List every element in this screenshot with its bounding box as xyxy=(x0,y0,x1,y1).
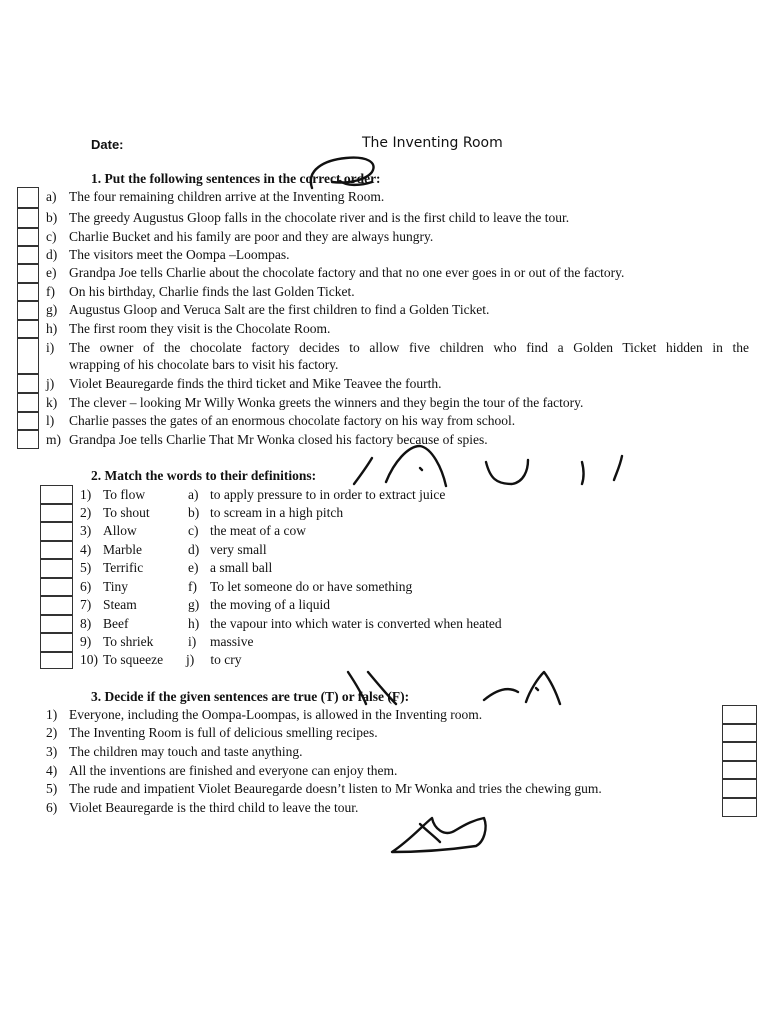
order-answer-box[interactable] xyxy=(17,283,39,301)
word-number: 10) xyxy=(80,652,98,667)
order-item-marker: a) xyxy=(46,189,57,204)
order-answer-box[interactable] xyxy=(17,228,39,246)
tf-statement: The rude and impatient Violet Beauregarde doesn’t listen to Mr Wonka and tries the chewing gum. xyxy=(69,781,602,796)
order-item-marker: f) xyxy=(46,284,55,299)
order-item-marker: j) xyxy=(46,376,55,391)
match-answer-box[interactable] xyxy=(40,652,73,669)
tf-number: 5) xyxy=(46,781,58,796)
word-number: 8) xyxy=(80,616,92,631)
tf-answer-box[interactable] xyxy=(722,724,757,742)
definition: massive xyxy=(210,634,254,649)
order-answer-box[interactable] xyxy=(17,430,39,449)
match-answer-box[interactable] xyxy=(40,485,73,504)
order-item-text: Grandpa Joe tells Charlie That Mr Wonka closed his factory because of spies. xyxy=(69,432,488,447)
tf-answer-box[interactable] xyxy=(722,742,757,761)
definition: the moving of a liquid xyxy=(210,597,330,612)
order-answer-box[interactable] xyxy=(17,246,39,264)
word: Tiny xyxy=(103,579,129,594)
doodle-stroke xyxy=(486,460,528,484)
order-item-marker: g) xyxy=(46,302,58,317)
tf-statement: All the inventions are finished and everyone can enjoy them. xyxy=(69,763,398,778)
page-title: The Inventing Room xyxy=(362,135,503,151)
order-item-text: Grandpa Joe tells Charlie about the chocolate factory and that no one ever goes in or out of the factory. xyxy=(69,265,625,280)
doodle-shoe-line xyxy=(420,824,440,842)
order-item-marker: i) xyxy=(46,340,55,355)
definition-letter: d) xyxy=(188,542,200,557)
match-answer-box[interactable] xyxy=(40,504,73,522)
section1-heading: 1. Put the following sentences in the correct order: xyxy=(91,171,381,186)
order-item-text: Charlie Bucket and his family are poor and they are always hungry. xyxy=(69,229,434,244)
definition: to cry xyxy=(207,652,242,667)
section2-heading: 2. Match the words to their definitions: xyxy=(91,468,317,483)
word: Steam xyxy=(103,597,137,612)
order-item-marker: b) xyxy=(46,210,58,225)
doodle-stroke xyxy=(526,672,560,704)
tf-statement: Everyone, including the Oompa-Loompas, is allowed in the Inventing room. xyxy=(69,707,483,722)
tf-answer-box[interactable] xyxy=(722,798,757,817)
order-item-text: The first room they visit is the Chocolate Room. xyxy=(69,321,331,336)
definition: To let someone do or have something xyxy=(210,579,413,594)
order-answer-box[interactable] xyxy=(17,208,39,228)
tf-number: 6) xyxy=(46,800,58,815)
order-item-text: On his birthday, Charlie finds the last Golden Ticket. xyxy=(69,284,355,299)
definition: to scream in a high pitch xyxy=(210,505,344,520)
definition: a small ball xyxy=(210,560,273,575)
definition-letter: h) xyxy=(188,616,200,631)
word: Terrific xyxy=(103,560,144,575)
definition-letter: f) xyxy=(188,579,197,594)
order-item-text: Augustus Gloop and Veruca Salt are the first children to find a Golden Ticket. xyxy=(69,302,490,317)
tf-number: 4) xyxy=(46,763,58,778)
match-answer-box[interactable] xyxy=(40,596,73,615)
tf-answer-box[interactable] xyxy=(722,779,757,798)
order-item-marker: c) xyxy=(46,229,57,244)
doodle-dot xyxy=(420,468,422,470)
order-answer-box[interactable] xyxy=(17,338,39,374)
order-item-text: The clever – looking Mr Willy Wonka greets the winners and they begin the tour of the factory. xyxy=(69,395,584,410)
word: To shout xyxy=(103,505,150,520)
definition: very small xyxy=(210,542,267,557)
match-answer-box[interactable] xyxy=(40,633,73,652)
tf-number: 3) xyxy=(46,744,58,759)
match-answer-box[interactable] xyxy=(40,615,73,633)
word: Beef xyxy=(103,616,129,631)
order-answer-box[interactable] xyxy=(17,393,39,412)
doodle-shoe xyxy=(392,818,486,852)
match-answer-box[interactable] xyxy=(40,541,73,559)
tf-statement: The children may touch and taste anything. xyxy=(69,744,303,759)
tf-statement: Violet Beauregarde is the third child to leave the tour. xyxy=(69,800,359,815)
doodle-stroke xyxy=(354,458,372,484)
tf-statement: The Inventing Room is full of delicious smelling recipes. xyxy=(69,725,378,740)
word-number: 3) xyxy=(80,523,92,538)
order-item-marker: d) xyxy=(46,247,58,262)
section3-heading: 3. Decide if the given sentences are true (T) or false (F): xyxy=(91,689,410,704)
date-label: Date: xyxy=(91,137,124,152)
word: To shriek xyxy=(103,634,154,649)
definition-letter: a) xyxy=(188,487,199,502)
word-number: 9) xyxy=(80,634,92,649)
definition: the meat of a cow xyxy=(210,523,306,538)
order-answer-box[interactable] xyxy=(17,320,39,338)
doodle-stroke xyxy=(582,462,584,484)
order-item-text: Charlie passes the gates of an enormous chocolate factory on his way from school. xyxy=(69,413,516,428)
order-item-marker: h) xyxy=(46,321,58,336)
order-item-text: The visitors meet the Oompa –Loompas. xyxy=(69,247,290,262)
definition-letter: e) xyxy=(188,560,199,575)
definition: to apply pressure to in order to extract juice xyxy=(210,487,446,502)
definition-letter: i) xyxy=(188,634,197,649)
order-item-text: The greedy Augustus Gloop falls in the chocolate river and is the first child to leave the tour. xyxy=(69,210,570,225)
order-item-marker: e) xyxy=(46,265,57,280)
match-answer-box[interactable] xyxy=(40,578,73,596)
order-item-text-continued: wrapping of his chocolate bars to visit his factory. xyxy=(69,357,339,372)
word-number: 5) xyxy=(80,560,92,575)
tf-number: 2) xyxy=(46,725,58,740)
word: To squeeze xyxy=(103,652,164,667)
doodle-stroke xyxy=(484,689,518,700)
order-answer-box[interactable] xyxy=(17,412,39,430)
doodle-stroke xyxy=(386,446,446,486)
definition-letter: b) xyxy=(188,505,200,520)
definition-letter: j) xyxy=(186,652,195,667)
word-number: 6) xyxy=(80,579,92,594)
word-number: 4) xyxy=(80,542,92,557)
word: To flow xyxy=(103,487,146,502)
order-item-text: Violet Beauregarde finds the third ticket and Mike Teavee the fourth. xyxy=(69,376,442,391)
tf-number: 1) xyxy=(46,707,58,722)
order-answer-box[interactable] xyxy=(17,264,39,283)
word-number: 2) xyxy=(80,505,92,520)
match-answer-box[interactable] xyxy=(40,559,73,578)
order-item-marker: m) xyxy=(46,432,61,447)
definition: the vapour into which water is converted when heated xyxy=(210,616,502,631)
order-answer-box[interactable] xyxy=(17,374,39,393)
definition-letter: c) xyxy=(188,523,199,538)
word: Allow xyxy=(103,523,137,538)
doodle-dot xyxy=(536,688,538,690)
tf-answer-box[interactable] xyxy=(722,705,757,724)
definition-letter: g) xyxy=(188,597,200,612)
tf-answer-box[interactable] xyxy=(722,761,757,779)
order-item-text: The owner of the chocolate factory decides to allow five children who find a Golden Ticket hidden in the xyxy=(69,340,749,355)
doodle-stroke xyxy=(614,456,622,480)
word: Marble xyxy=(103,542,142,557)
word-number: 7) xyxy=(80,597,92,612)
word-number: 1) xyxy=(80,487,92,502)
order-answer-box[interactable] xyxy=(17,187,39,208)
order-item-marker: k) xyxy=(46,395,58,410)
order-item-text: The four remaining children arrive at the Inventing Room. xyxy=(69,189,385,204)
order-answer-box[interactable] xyxy=(17,301,39,320)
order-item-marker: l) xyxy=(46,413,55,428)
match-answer-box[interactable] xyxy=(40,522,73,541)
